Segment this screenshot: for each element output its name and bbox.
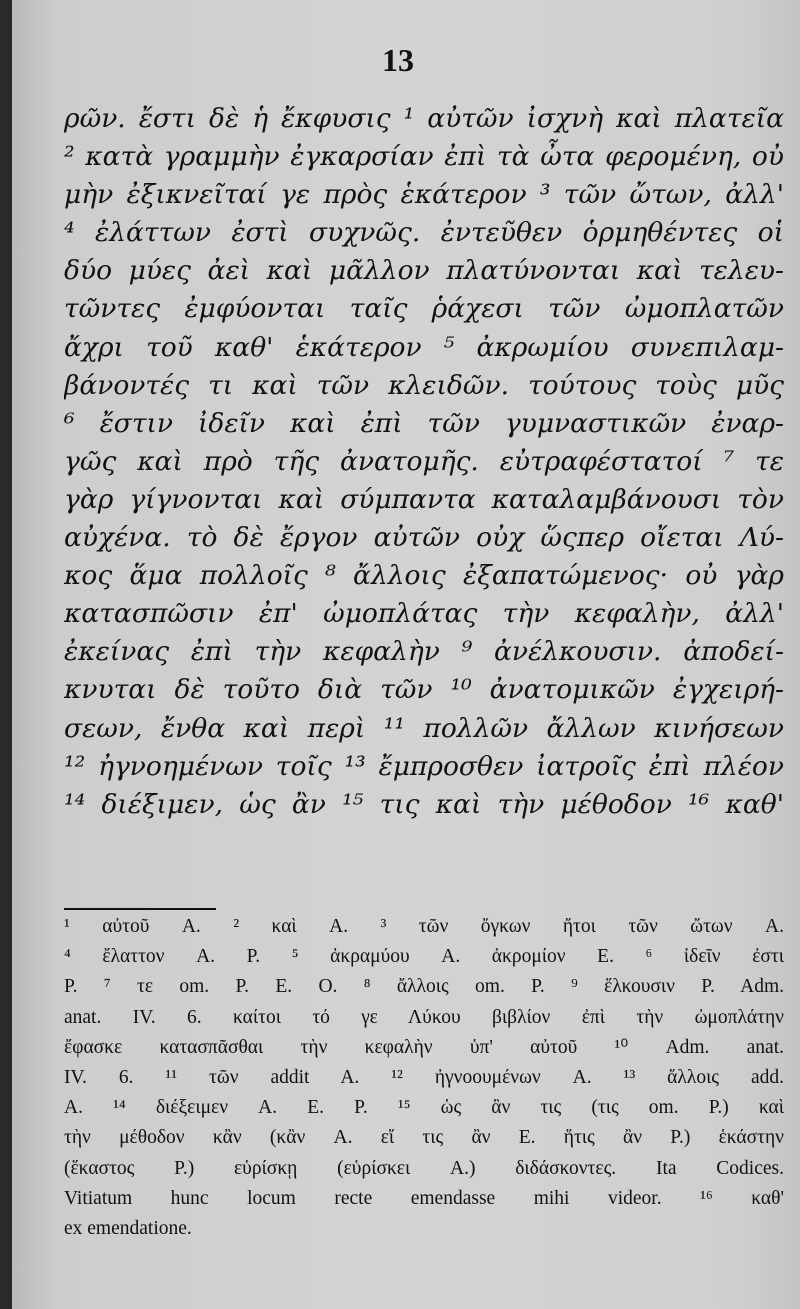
text-line: βάνοντές τι καὶ τῶν κλειδῶν. τούτους τοὺς μῦς [64, 369, 784, 401]
footnote-line: (ἕκαστος P.) εὑρίσκῃ (εὑρίσκει A.) διδάσκοντες. Ita Codices. [64, 1157, 784, 1179]
text-line: μὴν ἐξικνεῖταί γε πρὸς ἑκάτερον ³ τῶν ὤτων, ἀλλ' [64, 179, 784, 211]
text-line: ἐκείνας ἐπὶ τὴν κεφαλὴν ⁹ ἀνέλκουσιν. ἀποδεί- [64, 636, 784, 668]
text-line: ² κατὰ γραμμὴν ἐγκαρσίαν ἐπὶ τὰ ὦτα φερομένη, οὐ [64, 141, 784, 173]
book-page [12, 0, 800, 1309]
text-line: ¹⁴ διέξιμεν, ὡς ἂν ¹⁵ τις καὶ τὴν μέθοδον ¹⁶ καθ' [64, 788, 784, 820]
text-line: αὐχένα. τὸ δὲ ἔργον αὐτῶν οὐχ ὥςπερ οἴεται Λύ- [64, 522, 784, 554]
text-line: γῶς καὶ πρὸ τῆς ἀνατομῆς. εὐτραφέστατοί ⁷ τε [64, 445, 784, 477]
text-line: τῶντες ἐμφύονται ταῖς ῥάχεσι τῶν ὠμοπλατῶν [64, 293, 784, 325]
footnote-line: IV. 6. ¹¹ τῶν addit A. ¹² ἠγνοουμένων A. ¹³ ἄλλοις add. [64, 1067, 784, 1089]
footnote-rule [64, 908, 216, 910]
footnote-line: ἔφασκε κατασπᾶσθαι τὴν κεφαλὴν ὑπ' αὐτοῦ ¹⁰ Adm. anat. [64, 1036, 784, 1058]
text-line: ¹² ἠγνοημένων τοῖς ¹³ ἔμπροσθεν ἰατροῖς ἐπὶ πλέον [64, 750, 784, 782]
footnotes [64, 912, 784, 1244]
footnote-line: τὴν μέθοδον κἂν (κἂν A. εἴ τις ἂν E. ἥτις ἂν P.) ἑκάστην [64, 1127, 784, 1149]
text-line: κατασπῶσιν ἐπ' ὠμοπλάτας τὴν κεφαλὴν, ἀλλ' [64, 598, 784, 630]
footnote-line: ⁴ ἔλαττον A. P. ⁵ ἀκραμύου A. ἀκρομίον E. ⁶ ἰδεῖν ἐστι [64, 946, 784, 968]
text-line: κνυται δὲ τοῦτο διὰ τῶν ¹⁰ ἀνατομικῶν ἐγχειρή- [64, 674, 784, 706]
text-line: ἄχρι τοῦ καθ' ἑκάτερον ⁵ ἀκρωμίου συνεπιλαμ- [64, 331, 784, 363]
text-line: κος ἅμα πολλοῖς ⁸ ἄλλοις ἐξαπατώμενος· οὐ γὰρ [64, 560, 784, 592]
text-line: γὰρ γίγνονται καὶ σύμπαντα καταλαμβάνουσι τὸν [64, 483, 784, 515]
text-line: ⁴ ἐλάττων ἐστὶ συχνῶς. ἐντεῦθεν ὁρμηθέντες οἱ [64, 217, 784, 249]
text-line: σεων, ἔνθα καὶ περὶ ¹¹ πολλῶν ἄλλων κινήσεων [64, 712, 784, 744]
text-line: ⁶ ἔστιν ἰδεῖν καὶ ἐπὶ τῶν γυμναστικῶν ἐναρ- [64, 407, 784, 439]
footnote-line: anat. IV. 6. καίτοι τό γε Λύκου βιβλίον ἐπὶ τὴν ὠμοπλάτην [64, 1006, 784, 1028]
footnote-line: P. ⁷ τε om. P. E. O. ⁸ ἄλλοις om. P. ⁹ ἕλκουσιν P. Adm. [64, 976, 784, 998]
main-text [64, 100, 784, 824]
text-line: δύο μύες ἀεὶ καὶ μᾶλλον πλατύνονται καὶ τελευ- [64, 255, 784, 287]
footnote-line: Vitiatum hunc locum recte emendasse mihi videor. ¹⁶ καθ' [64, 1187, 784, 1209]
footnote-line: ¹ αὐτοῦ A. ² καὶ A. ³ τῶν ὄγκων ἤτοι τῶν ὤτων A. [64, 916, 784, 937]
text-line: ρῶν. ἔστι δὲ ἡ ἔκφυσις ¹ αὐτῶν ἰσχνὴ καὶ πλατεῖα [64, 103, 784, 134]
footnote-line: A. ¹⁴ διέξειμεν A. E. P. ¹⁵ ὡς ἂν τις (τις om. P.) καὶ [64, 1097, 784, 1119]
page-number: 13 [382, 42, 414, 78]
footnote-line: ex emendatione. [64, 1218, 192, 1240]
